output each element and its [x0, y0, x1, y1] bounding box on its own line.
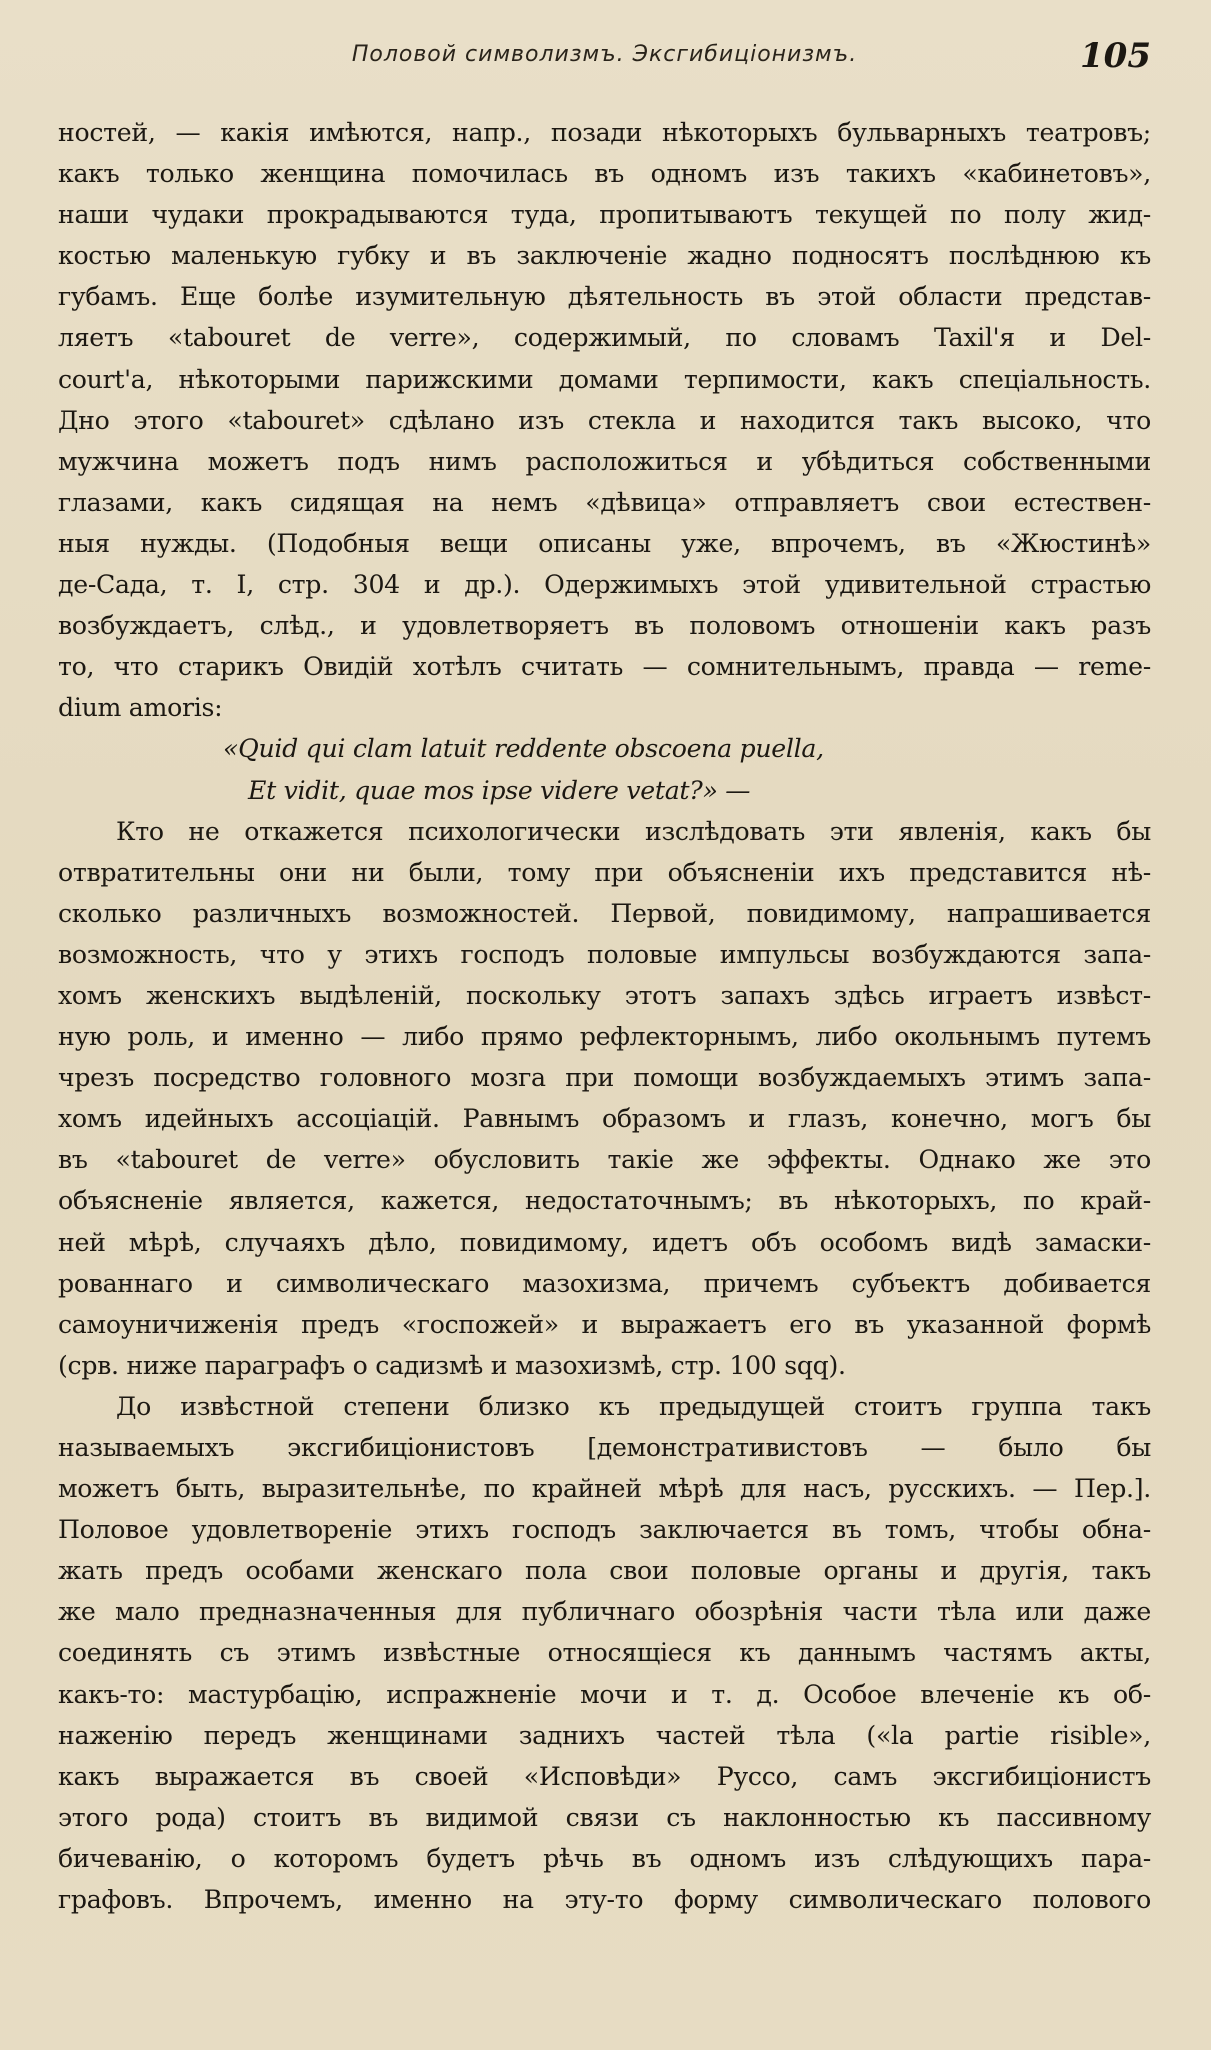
text-line: рованнаго и символическаго мазохизма, причемъ субъектъ добивается	[58, 1268, 1151, 1298]
text-line: можетъ быть, выразительнѣе, по крайней мѣрѣ для насъ, русскихъ. — Пер.].	[58, 1474, 1151, 1504]
verse-line: Et vidit, quae mos ipse videre vetat?» —	[248, 775, 751, 805]
text-line: бичеванію, о которомъ будетъ рѣчь въ одномъ изъ слѣдующихъ пара-	[58, 1843, 1151, 1873]
text-line: ностей, — какія имѣются, напр., позади нѣкоторыхъ бульварныхъ театровъ;	[58, 118, 1151, 147]
text-line: де-Сада, т. I, стр. 304 и др.). Одержимыхъ этой удивительной страстью	[58, 570, 1151, 600]
paragraph-first-line: До извѣстной степени близко къ предыдущей стоитъ группа такъ	[116, 1391, 1151, 1421]
running-head: Половой символизмъ. Эксгибиціонизмъ.	[351, 42, 858, 67]
body-text	[58, 112, 1151, 1920]
text-line: же мало предназначенныя для публичнаго обозрѣнія части тѣла или даже	[58, 1597, 1151, 1627]
text-line: court'а, нѣкоторыми парижскими домами терпимости, какъ спеціальность.	[58, 364, 1151, 394]
text-line: мужчина можетъ подъ нимъ расположиться и убѣдиться собственными	[58, 446, 1151, 476]
text-line: ляетъ «tabouret de verre», содержимый, по словамъ Taxil'я и Del-	[58, 323, 1151, 353]
text-line: объясненіе является, кажется, недостаточнымъ; въ нѣкоторыхъ, по край-	[58, 1186, 1151, 1216]
text-line: губамъ. Еще болѣе изумительную дѣятельность въ этой области представ-	[58, 282, 1151, 312]
text-line: Дно этого «tabouret» сдѣлано изъ стекла и находится такъ высоко, что	[58, 405, 1151, 435]
page-header	[58, 36, 1151, 80]
text-line: Половое удовлетвореніе этихъ господъ заключается въ томъ, чтобы обна-	[58, 1515, 1151, 1545]
text-line: наши чудаки прокрадываются туда, пропитываютъ текущей по полу жид-	[58, 200, 1151, 230]
text-line: жать предъ особами женскаго пола свои половые органы и другія, такъ	[58, 1556, 1151, 1586]
text-line: графовъ. Впрочемъ, именно на эту-то форму символическаго полового	[58, 1885, 1151, 1915]
text-line: глазами, какъ сидящая на немъ «дѣвица» отправляетъ свои естествен-	[58, 487, 1151, 517]
text-line: наженію передъ женщинами заднихъ частей тѣла («la partie risible»,	[58, 1720, 1151, 1750]
text-line: самоуничиженія предъ «госпожей» и выражаетъ его въ указанной формѣ	[58, 1309, 1151, 1339]
text-line: отвратительны они ни были, тому при объясненіи ихъ представится нѣ-	[58, 857, 1151, 887]
text-line: какъ-то: мастурбацію, испражненіе мочи и т. д. Особое влеченіе къ об-	[58, 1679, 1151, 1709]
text-line: соединять съ этимъ извѣстные относящіеся къ даннымъ частямъ акты,	[58, 1638, 1151, 1668]
text-line: этого рода) стоитъ въ видимой связи съ наклонностью къ пассивному	[58, 1802, 1151, 1832]
text-line: хомъ женскихъ выдѣленій, поскольку этотъ запахъ здѣсь играетъ извѣст-	[58, 980, 1151, 1010]
text-line: возможность, что у этихъ господъ половые импульсы возбуждаются запа-	[58, 939, 1151, 969]
page-number: 105	[1080, 36, 1151, 76]
paragraph-first-line: Кто не откажется психологически изслѣдовать эти явленія, какъ бы	[116, 816, 1151, 846]
text-line: сколько различныхъ возможностей. Первой, повидимому, напрашивается	[58, 898, 1151, 928]
text-line: называемыхъ эксгибиціонистовъ [демонстративистовъ — было бы	[58, 1433, 1151, 1462]
text-line: костью маленькую губку и въ заключеніе жадно подносятъ послѣднюю къ	[58, 241, 1151, 271]
text-line: ныя нужды. (Подобныя вещи описаны уже, впрочемъ, въ «Жюстинѣ»	[58, 528, 1151, 558]
verse-line: «Quid qui clam latuit reddente obscoena puella,	[223, 734, 824, 764]
text-line: возбуждаетъ, слѣд., и удовлетворяетъ въ половомъ отношеніи какъ разъ	[58, 611, 1151, 641]
text-line: то, что старикъ Овидій хотѣлъ считать — сомнительнымъ, правда — reme-	[58, 652, 1151, 682]
text-line: какъ выражается въ своей «Исповѣди» Руссо, самъ эксгибиціонистъ	[58, 1761, 1151, 1791]
text-line: хомъ идейныхъ ассоціацій. Равнымъ образомъ и глазъ, конечно, могъ бы	[58, 1104, 1151, 1134]
text-line: ней мѣрѣ, случаяхъ дѣло, повидимому, идетъ объ особомъ видѣ замаски-	[58, 1227, 1151, 1257]
text-line: ную роль, и именно — либо прямо рефлекторнымъ, либо окольнымъ путемъ	[58, 1022, 1151, 1052]
text-line: dium amoris:	[58, 693, 223, 723]
text-line: какъ только женщина помочилась въ одномъ изъ такихъ «кабинетовъ»,	[58, 159, 1151, 189]
text-line: (срв. ниже параграфъ о садизмѣ и мазохизмѣ, стр. 100 sqq).	[58, 1350, 846, 1380]
text-line: въ «tabouret de verre» обусловить такіе же эффекты. Однако же это	[58, 1145, 1151, 1175]
text-line: чрезъ посредство головного мозга при помощи возбуждаемыхъ этимъ запа-	[58, 1063, 1151, 1093]
